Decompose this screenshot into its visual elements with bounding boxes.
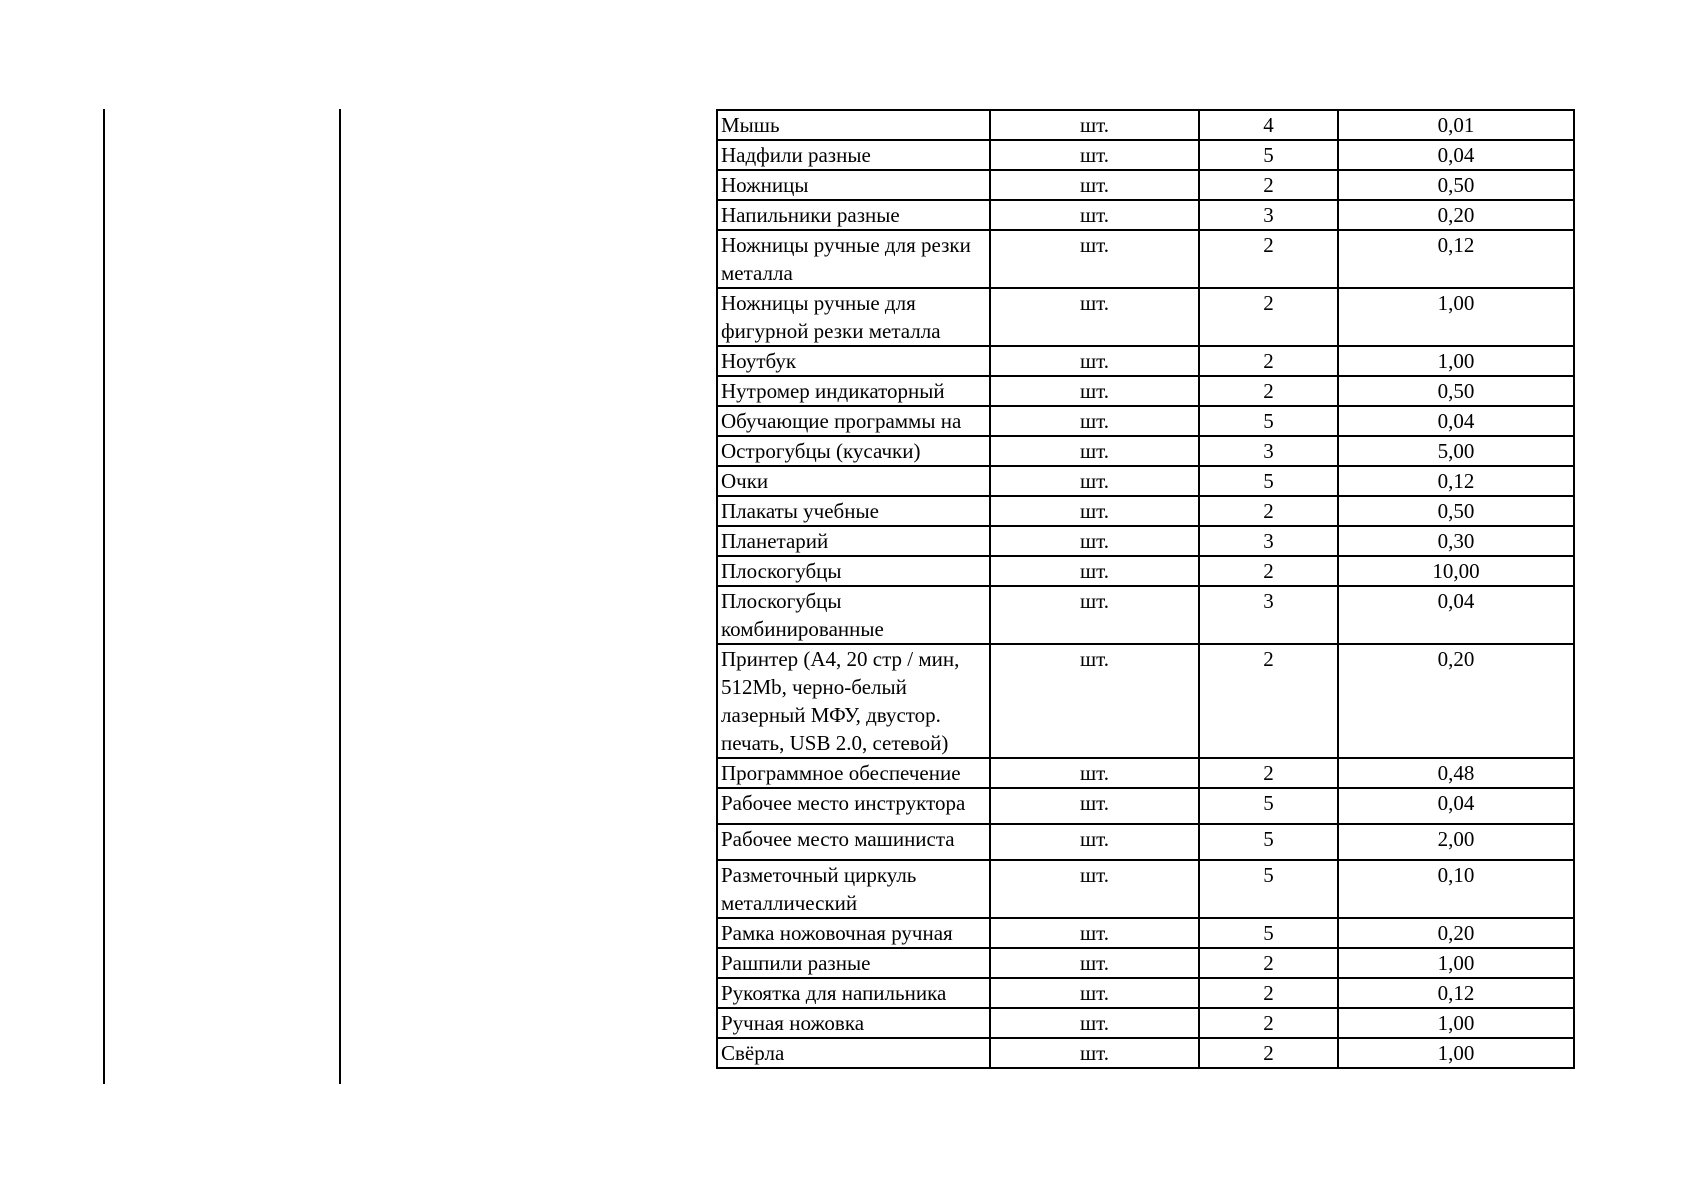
quantity-cell: 3 <box>1199 200 1338 230</box>
unit-cell: шт. <box>990 200 1199 230</box>
table-row <box>717 230 1574 288</box>
item-name-cell: Рабочее место машиниста <box>717 824 990 860</box>
item-name-cell: Планетарий <box>717 526 990 556</box>
value-cell: 0,50 <box>1338 376 1574 406</box>
table-row <box>717 436 1574 466</box>
table-row <box>717 170 1574 200</box>
quantity-cell: 4 <box>1199 110 1338 140</box>
item-name-cell: Очки <box>717 466 990 496</box>
value-cell: 0,12 <box>1338 466 1574 496</box>
item-name-cell: Программное обеспечение <box>717 758 990 788</box>
equipment-table-body <box>717 110 1574 1068</box>
unit-cell: шт. <box>990 918 1199 948</box>
quantity-cell: 2 <box>1199 346 1338 376</box>
value-cell: 0,04 <box>1338 406 1574 436</box>
unit-cell: шт. <box>990 376 1199 406</box>
value-cell: 0,12 <box>1338 230 1574 288</box>
value-cell: 0,50 <box>1338 170 1574 200</box>
unit-cell: шт. <box>990 788 1199 824</box>
table-row <box>717 466 1574 496</box>
item-name-cell: Мышь <box>717 110 990 140</box>
value-cell: 0,10 <box>1338 860 1574 918</box>
quantity-cell: 2 <box>1199 376 1338 406</box>
unit-cell: шт. <box>990 346 1199 376</box>
left-margin-line <box>103 109 105 1084</box>
quantity-cell: 5 <box>1199 824 1338 860</box>
value-cell: 0,20 <box>1338 918 1574 948</box>
value-cell: 0,12 <box>1338 978 1574 1008</box>
quantity-cell: 2 <box>1199 230 1338 288</box>
value-cell: 1,00 <box>1338 288 1574 346</box>
item-name-cell: Ножницы ручные для фигурной резки металла <box>717 288 990 346</box>
table-row <box>717 824 1574 860</box>
unit-cell: шт. <box>990 978 1199 1008</box>
quantity-cell: 3 <box>1199 526 1338 556</box>
unit-cell: шт. <box>990 1008 1199 1038</box>
item-name-cell: Принтер (А4, 20 стр / мин, 512Mb, черно-белый лазерный МФУ, двустор. печать, USB 2.0, сетевой) <box>717 644 990 758</box>
quantity-cell: 3 <box>1199 586 1338 644</box>
unit-cell: шт. <box>990 140 1199 170</box>
unit-cell: шт. <box>990 496 1199 526</box>
quantity-cell: 2 <box>1199 644 1338 758</box>
value-cell: 5,00 <box>1338 436 1574 466</box>
item-name-cell: Ноутбук <box>717 346 990 376</box>
table-row <box>717 918 1574 948</box>
value-cell: 0,30 <box>1338 526 1574 556</box>
unit-cell: шт. <box>990 1038 1199 1068</box>
unit-cell: шт. <box>990 526 1199 556</box>
item-name-cell: Острогубцы (кусачки) <box>717 436 990 466</box>
quantity-cell: 2 <box>1199 170 1338 200</box>
table-row <box>717 376 1574 406</box>
item-name-cell: Рашпили разные <box>717 948 990 978</box>
unit-cell: шт. <box>990 948 1199 978</box>
table-row <box>717 288 1574 346</box>
quantity-cell: 2 <box>1199 496 1338 526</box>
quantity-cell: 2 <box>1199 288 1338 346</box>
unit-cell: шт. <box>990 758 1199 788</box>
value-cell: 0,04 <box>1338 140 1574 170</box>
table-row <box>717 110 1574 140</box>
item-name-cell: Плоскогубцы комбинированные <box>717 586 990 644</box>
unit-cell: шт. <box>990 288 1199 346</box>
left-column-divider-line <box>339 109 341 1084</box>
table-row <box>717 948 1574 978</box>
value-cell: 10,00 <box>1338 556 1574 586</box>
item-name-cell: Разметочный циркуль металлический <box>717 860 990 918</box>
table-row <box>717 978 1574 1008</box>
value-cell: 0,04 <box>1338 586 1574 644</box>
value-cell: 0,20 <box>1338 644 1574 758</box>
unit-cell: шт. <box>990 230 1199 288</box>
item-name-cell: Нутромер индикаторный <box>717 376 990 406</box>
item-name-cell: Напильники разные <box>717 200 990 230</box>
quantity-cell: 2 <box>1199 556 1338 586</box>
table-row <box>717 758 1574 788</box>
value-cell: 0,48 <box>1338 758 1574 788</box>
table-row <box>717 346 1574 376</box>
quantity-cell: 5 <box>1199 140 1338 170</box>
item-name-cell: Рамка ножовочная ручная <box>717 918 990 948</box>
quantity-cell: 5 <box>1199 466 1338 496</box>
unit-cell: шт. <box>990 860 1199 918</box>
item-name-cell: Рукоятка для напильника <box>717 978 990 1008</box>
table-row <box>717 1038 1574 1068</box>
quantity-cell: 5 <box>1199 788 1338 824</box>
table-row <box>717 140 1574 170</box>
unit-cell: шт. <box>990 406 1199 436</box>
table-row <box>717 556 1574 586</box>
unit-cell: шт. <box>990 170 1199 200</box>
table-row <box>717 860 1574 918</box>
item-name-cell: Надфили разные <box>717 140 990 170</box>
equipment-table <box>716 109 1575 1069</box>
item-name-cell: Ручная ножовка <box>717 1008 990 1038</box>
item-name-cell: Свёрла <box>717 1038 990 1068</box>
item-name-cell: Рабочее место инструктора <box>717 788 990 824</box>
table-row <box>717 406 1574 436</box>
quantity-cell: 2 <box>1199 948 1338 978</box>
quantity-cell: 5 <box>1199 860 1338 918</box>
table-row <box>717 496 1574 526</box>
value-cell: 1,00 <box>1338 346 1574 376</box>
item-name-cell: Обучающие программы на <box>717 406 990 436</box>
item-name-cell: Плакаты учебные <box>717 496 990 526</box>
value-cell: 0,04 <box>1338 788 1574 824</box>
unit-cell: шт. <box>990 110 1199 140</box>
item-name-cell: Ножницы <box>717 170 990 200</box>
unit-cell: шт. <box>990 436 1199 466</box>
quantity-cell: 2 <box>1199 978 1338 1008</box>
unit-cell: шт. <box>990 466 1199 496</box>
quantity-cell: 5 <box>1199 918 1338 948</box>
value-cell: 1,00 <box>1338 1038 1574 1068</box>
item-name-cell: Ножницы ручные для резки металла <box>717 230 990 288</box>
value-cell: 0,50 <box>1338 496 1574 526</box>
quantity-cell: 5 <box>1199 406 1338 436</box>
value-cell: 1,00 <box>1338 1008 1574 1038</box>
quantity-cell: 2 <box>1199 758 1338 788</box>
table-row <box>717 644 1574 758</box>
table-row <box>717 788 1574 824</box>
quantity-cell: 2 <box>1199 1038 1338 1068</box>
table-row <box>717 200 1574 230</box>
table-row <box>717 1008 1574 1038</box>
unit-cell: шт. <box>990 824 1199 860</box>
value-cell: 1,00 <box>1338 948 1574 978</box>
table-row <box>717 526 1574 556</box>
unit-cell: шт. <box>990 586 1199 644</box>
table-row <box>717 586 1574 644</box>
value-cell: 0,01 <box>1338 110 1574 140</box>
item-name-cell: Плоскогубцы <box>717 556 990 586</box>
quantity-cell: 3 <box>1199 436 1338 466</box>
quantity-cell: 2 <box>1199 1008 1338 1038</box>
value-cell: 2,00 <box>1338 824 1574 860</box>
value-cell: 0,20 <box>1338 200 1574 230</box>
unit-cell: шт. <box>990 644 1199 758</box>
unit-cell: шт. <box>990 556 1199 586</box>
